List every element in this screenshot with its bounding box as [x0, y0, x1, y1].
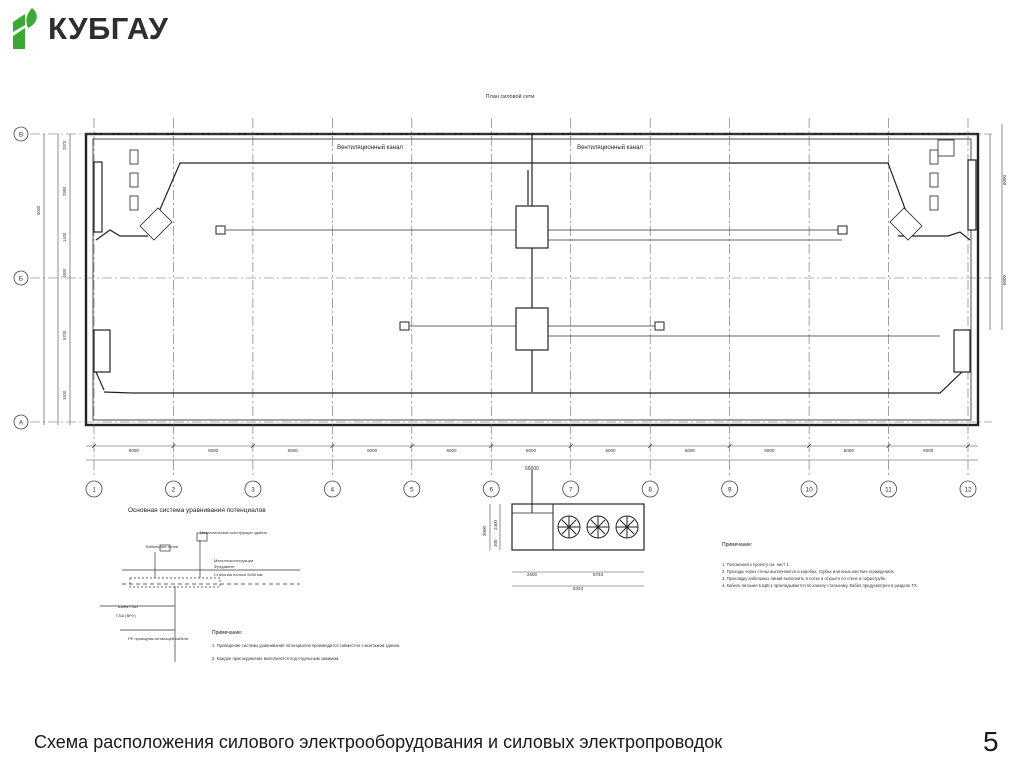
note-1: 1. Положения к проекту см. лист 1. [722, 562, 790, 567]
left-dimension-label: 1400 [62, 232, 67, 242]
detail-dim-left-2: 2400 [493, 519, 498, 530]
bay-dimension-label: 6000 [923, 448, 934, 453]
eq-label-4: Фундамент [214, 564, 235, 569]
bay-dimension-label: 6000 [605, 448, 616, 453]
right-dim-2: 6000 [1002, 274, 1007, 285]
row-axis-label: А [18, 419, 24, 427]
ventilation-duct [96, 163, 970, 393]
detail-dim-left-3: 200 [493, 539, 498, 547]
bay-dimensions [92, 444, 970, 453]
note-3: 3. Прокладку кабельных линий выполнить в лотке и открыто по стене и гофротрубе. [722, 576, 887, 581]
column-axis-markers [86, 481, 976, 497]
column-axis-label: 2 [171, 486, 176, 494]
column-axis-label: 4 [330, 486, 335, 494]
page-number: 5 [983, 726, 999, 757]
detail-dim-left-1: 3000 [482, 525, 487, 536]
left-total-dimension: 6000 [36, 205, 41, 215]
column-axis-label: 1 [92, 486, 96, 494]
bay-dimension-label: 6000 [446, 448, 457, 453]
electrical-panels [94, 160, 976, 372]
column-axis-label: 10 [805, 486, 813, 494]
row-axis-label: Б [18, 275, 24, 283]
detail-dim-1: 2600 [526, 572, 538, 577]
column-axis-label: 9 [727, 486, 732, 494]
row-axis-markers [14, 127, 28, 429]
column-axis-label: 8 [648, 486, 652, 494]
notes-title: Примечание: [722, 542, 753, 548]
column-axis-label: 11 [885, 486, 892, 494]
column-axis-label: 7 [568, 486, 573, 494]
plan-title: План силовой сети [485, 94, 535, 100]
bay-dimension-label: 6000 [208, 448, 219, 453]
bay-dimension-label: 6000 [684, 448, 695, 453]
right-dimension-chain [990, 124, 1002, 330]
left-dimension-label: 4000 [62, 268, 67, 278]
eq-label-3: Металлоконструкции [214, 558, 254, 563]
eq-label-1: Кабельные лотки [146, 544, 179, 549]
duct-label-left: Вентиляционный канал [337, 145, 403, 151]
left-dimension-label: 2370 [62, 140, 67, 150]
note-4: 4. Кабель питания в ЩВ-1 прокладывается по каналу стальному. Кабел предусмотрен в разделе ТХ. [722, 583, 919, 588]
left-dimensions [36, 140, 67, 400]
logo-text: КУБГАУ [48, 11, 169, 46]
bay-dimension-label: 6000 [525, 448, 537, 453]
row-axis-label: В [18, 131, 24, 139]
eq-label-6: Шина ГЗШ [118, 604, 138, 609]
left-dimension-chain [44, 134, 70, 425]
eq-note-title: Примечание: [212, 630, 243, 636]
bay-dimension-label: 6000 [764, 448, 775, 453]
eq-label-5: Стальная полоса 5х50 мм [214, 572, 263, 577]
duct-label-right: Вентиляционный канал [577, 145, 643, 151]
detail-dim-total: 8343 [572, 586, 584, 591]
right-dim-1: 6000 [1002, 174, 1007, 185]
column-axis-label: 12 [964, 486, 972, 494]
bay-dimension-label: 6000 [287, 448, 298, 453]
left-dimension-label: 1400 [62, 390, 67, 400]
bay-dimension-label: 6000 [367, 448, 378, 453]
central-cable-run [528, 134, 532, 392]
eq-label-7: ГЗШ (ВРУ) [116, 613, 136, 618]
slide-caption: Схема расположения силового электрооборудования и силовых электропроводок [34, 732, 723, 752]
left-dimension-label: 5700 [62, 330, 67, 340]
left-dimension-label: 2950 [62, 186, 67, 196]
equipotential-title: Основная система уравнивания потенциалов [128, 507, 266, 514]
bay-dimension-label: 6000 [128, 448, 139, 453]
total-dimension: 66000 [525, 466, 539, 472]
eq-note-1: 1. Проведение системы уравнивания потенциалов производится совместно с монтажом здания. [212, 643, 401, 648]
eq-label-2: Металлические конструкции здания [200, 530, 267, 535]
column-axis-label: 6 [489, 486, 494, 494]
cable-runs [226, 230, 940, 336]
column-axis-label: 5 [410, 486, 414, 494]
eq-note-2: 2. Каждое присоединение выполняется под отдельным зажимом. [212, 656, 340, 661]
detail-dim-2: 5743 [592, 572, 604, 577]
column-axis-label: 3 [251, 486, 255, 494]
eq-label-8: РЕ проводник питающей кабели [128, 636, 189, 641]
bay-dimension-label: 6000 [843, 448, 854, 453]
note-2: 2. Проходы через стены выполняются в коробах, трубах или иных жестких ограждениях. [722, 569, 895, 574]
